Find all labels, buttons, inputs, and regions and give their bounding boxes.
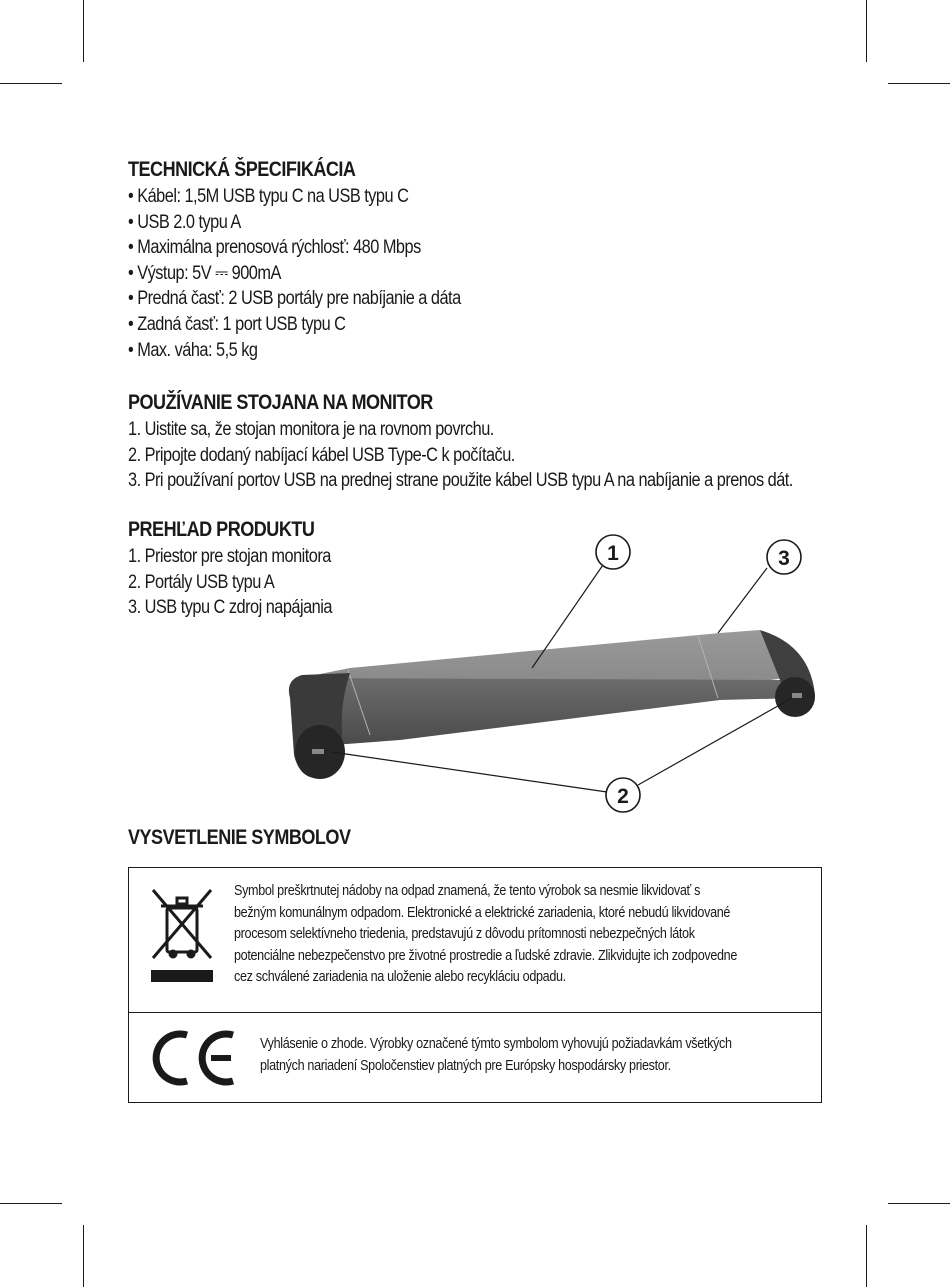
weee-line: Symbol preškrtnutej nádoby na odpad znamená, že tento výrobok sa nesmie likvidovať s <box>234 882 701 899</box>
weee-line: bežným komunálnym odpadom. Elektronické a elektrické zariadenia, ktoré nebudú likvidované <box>234 903 731 921</box>
spec-item: • Výstup: 5V ⎓ 900mA <box>128 262 281 284</box>
callout-2: 2 <box>617 785 629 808</box>
overview-item: 1. Priestor pre stojan monitora <box>128 546 331 567</box>
spec-item: • Kábel: 1,5M USB typu C na USB typu C <box>128 186 409 207</box>
spec-item: • Maximálna prenosová rýchlosť: 480 Mbps <box>128 237 421 259</box>
crop-mark <box>0 1203 62 1204</box>
ce-row <box>129 1013 821 1103</box>
callout-3: 3 <box>778 547 790 570</box>
crop-mark <box>888 1203 950 1204</box>
usage-step: 2. Pripojte dodaný nabíjací kábel USB Type-C k počítaču. <box>128 444 515 466</box>
ce-line: Vyhlásenie o zhode. Výrobky označené týmto symbolom vyhovujú požiadavkám všetkých <box>260 1035 732 1052</box>
weee-description <box>234 880 737 988</box>
ce-line: platných nariadení Spoločenstiev platných pre Európsky hospodársky priestor. <box>260 1056 671 1074</box>
ce-mark-icon <box>149 1027 239 1089</box>
overview-item: 2. Portály USB typu A <box>128 571 275 593</box>
symbols-title: VYSVETLENIE SYMBOLOV <box>128 826 351 849</box>
weee-row <box>129 868 821 1012</box>
crossed-bin-icon <box>149 886 215 986</box>
crop-mark <box>83 1225 84 1287</box>
crop-mark <box>888 83 950 84</box>
spec-item: • Predná časť: 2 USB portály pre nabíjanie a dáta <box>128 288 461 310</box>
callout-1: 1 <box>607 542 619 565</box>
usage-title: POUŽÍVANIE STOJANA NA MONITOR <box>128 391 433 414</box>
spec-item: • Max. váha: 5,5 kg <box>128 339 258 361</box>
weee-line: procesom selektívneho triedenia, predstavujú z dôvodu prítomnosti nebezpečných látok <box>234 925 695 942</box>
tech-spec-title: TECHNICKÁ ŠPECIFIKÁCIA <box>128 158 356 181</box>
weee-line: cez schválené zariadenia na uloženie alebo recykláciu odpadu. <box>234 968 566 985</box>
spec-item: • USB 2.0 typu A <box>128 211 241 233</box>
symbols-section <box>128 824 387 852</box>
overview-title: PREHĽAD PRODUKTU <box>128 518 315 541</box>
usb-port-right <box>792 693 802 698</box>
crop-mark <box>0 83 62 84</box>
crop-mark <box>83 0 84 62</box>
ce-description <box>260 1033 732 1076</box>
crop-mark <box>866 1225 867 1287</box>
monitor-stand-illustration <box>280 530 840 820</box>
usage-step: 3. Pri používaní portov USB na prednej strane použite kábel USB typu A na nabíjanie a prenos dát. <box>128 470 793 492</box>
spec-item: • Zadná časť: 1 port USB typu C <box>128 313 346 335</box>
symbols-box <box>128 867 822 1103</box>
usage-step: 1. Uistite sa, že stojan monitora je na rovnom povrchu. <box>128 419 494 440</box>
overview-item: 3. USB typu C zdroj napájania <box>128 597 332 619</box>
tech-spec-section <box>128 156 515 363</box>
usb-port-left <box>312 749 324 754</box>
usage-section <box>128 389 901 494</box>
weee-line: potenciálne nebezpečenstvo pre životné prostredie a ľudské zdravie. Zlikvidujte ich zodpovedne <box>234 946 738 964</box>
crop-mark <box>866 0 867 62</box>
